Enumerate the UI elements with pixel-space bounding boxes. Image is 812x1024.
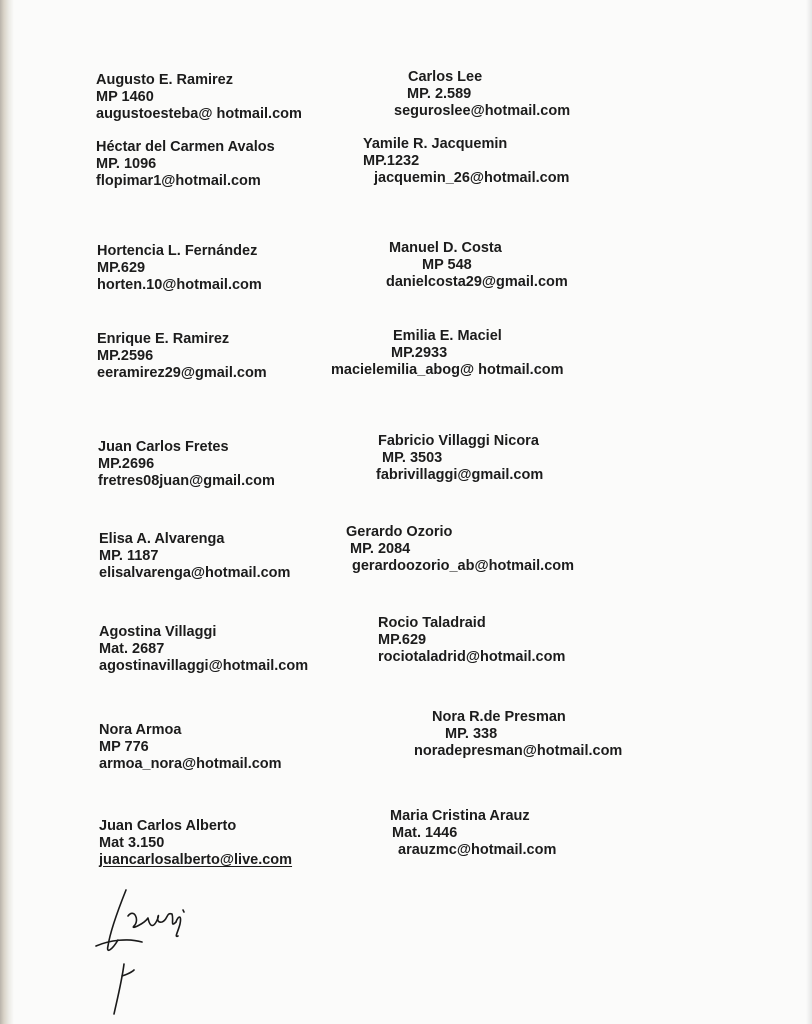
contact-entry [390,808,556,859]
contact-email: armoa_nora@hotmail.com [99,756,282,772]
contact-entry [98,439,275,490]
handwritten-signature-icon [88,880,208,1020]
contact-entry [376,433,543,484]
contact-name: Maria Cristina Arauz [390,808,530,824]
contact-email: rociotaladrid@hotmail.com [378,649,566,665]
contact-registration: MP. 1187 [99,548,159,564]
contact-name: Nora R.de Presman [432,709,566,725]
contact-email: fabrivillaggi@gmail.com [376,467,544,483]
contact-name: Gerardo Ozorio [346,524,453,540]
contact-email: jacquemin_26@hotmail.com [374,170,570,186]
scan-shadow-left [0,0,14,1024]
contact-name: Augusto E. Ramirez [96,72,233,88]
contact-name: Carlos Lee [408,69,483,85]
contact-email: danielcosta29@gmail.com [386,274,568,290]
contact-name: Elisa A. Alvarenga [99,531,225,547]
contact-entry [331,328,564,379]
contact-email: horten.10@hotmail.com [97,277,262,293]
contact-entry [378,69,570,120]
contact-name: Fabricio Villaggi Nicora [378,433,539,449]
contact-email: seguroslee@hotmail.com [394,103,571,119]
contact-email: agostinavillaggi@hotmail.com [99,658,309,674]
contact-name: Juan Carlos Fretes [98,439,229,455]
contact-entry [414,709,622,760]
contact-entry [386,240,568,291]
contact-email: augustoesteba@ hotmail.com [96,106,302,122]
contact-registration: MP. 2.589 [407,86,472,102]
contact-registration: Mat. 1446 [392,825,458,841]
contact-email: arauzmc@hotmail.com [398,842,557,858]
contact-registration: MP.1232 [363,153,420,169]
contact-name: Enrique E. Ramirez [97,331,230,347]
contact-entry [97,331,267,382]
contact-entry [346,524,574,575]
contact-name: Nora Armoa [99,722,182,738]
contact-registration: MP 548 [422,257,472,273]
contact-registration: MP.629 [378,632,427,648]
contact-email: noradepresman@hotmail.com [414,743,623,759]
contact-name: Hortencia L. Fernández [97,243,258,259]
contact-registration: MP. 2084 [350,541,411,557]
contact-entry [99,722,282,773]
contact-email: fretres08juan@gmail.com [98,473,275,489]
contact-registration: MP.2696 [98,456,155,472]
contact-name: Yamile R. Jacquemin [363,136,508,152]
contact-entry [378,615,565,666]
contact-name: Agostina Villaggi [99,624,217,640]
contact-registration: MP. 1096 [96,156,157,172]
contact-entry [99,818,292,869]
contact-entry [363,136,569,187]
contact-registration: MP.2933 [391,345,448,361]
contact-registration: Mat 3.150 [99,835,165,851]
contact-email: juancarlosalberto@live.com [99,852,293,868]
contact-email: macielemilia_abog@ hotmail.com [331,362,564,378]
contact-registration: MP. 338 [445,726,498,742]
contact-name: Rocio Taladraid [378,615,486,631]
contact-email: gerardoozorio_ab@hotmail.com [352,558,575,574]
contact-registration: MP. 3503 [382,450,443,466]
contact-email: flopimar1@hotmail.com [96,173,261,189]
contact-name: Manuel D. Costa [389,240,502,256]
contact-email: eeramirez29@gmail.com [97,365,267,381]
contact-entry [99,531,290,582]
contact-entry [97,243,262,294]
contact-name: Héctar del Carmen Avalos [96,139,275,155]
contact-email: elisalvarenga@hotmail.com [99,565,291,581]
contact-registration: MP.629 [97,260,146,276]
contact-entry [99,624,308,675]
contact-name: Juan Carlos Alberto [99,818,237,834]
contact-registration: MP 1460 [96,89,154,105]
contact-entry [96,72,302,123]
contact-registration: Mat. 2687 [99,641,165,657]
contact-registration: MP 776 [99,739,149,755]
scan-shadow-right [806,0,812,1024]
contact-name: Emilia E. Maciel [393,328,502,344]
contact-entry [96,139,275,190]
contact-registration: MP.2596 [97,348,154,364]
